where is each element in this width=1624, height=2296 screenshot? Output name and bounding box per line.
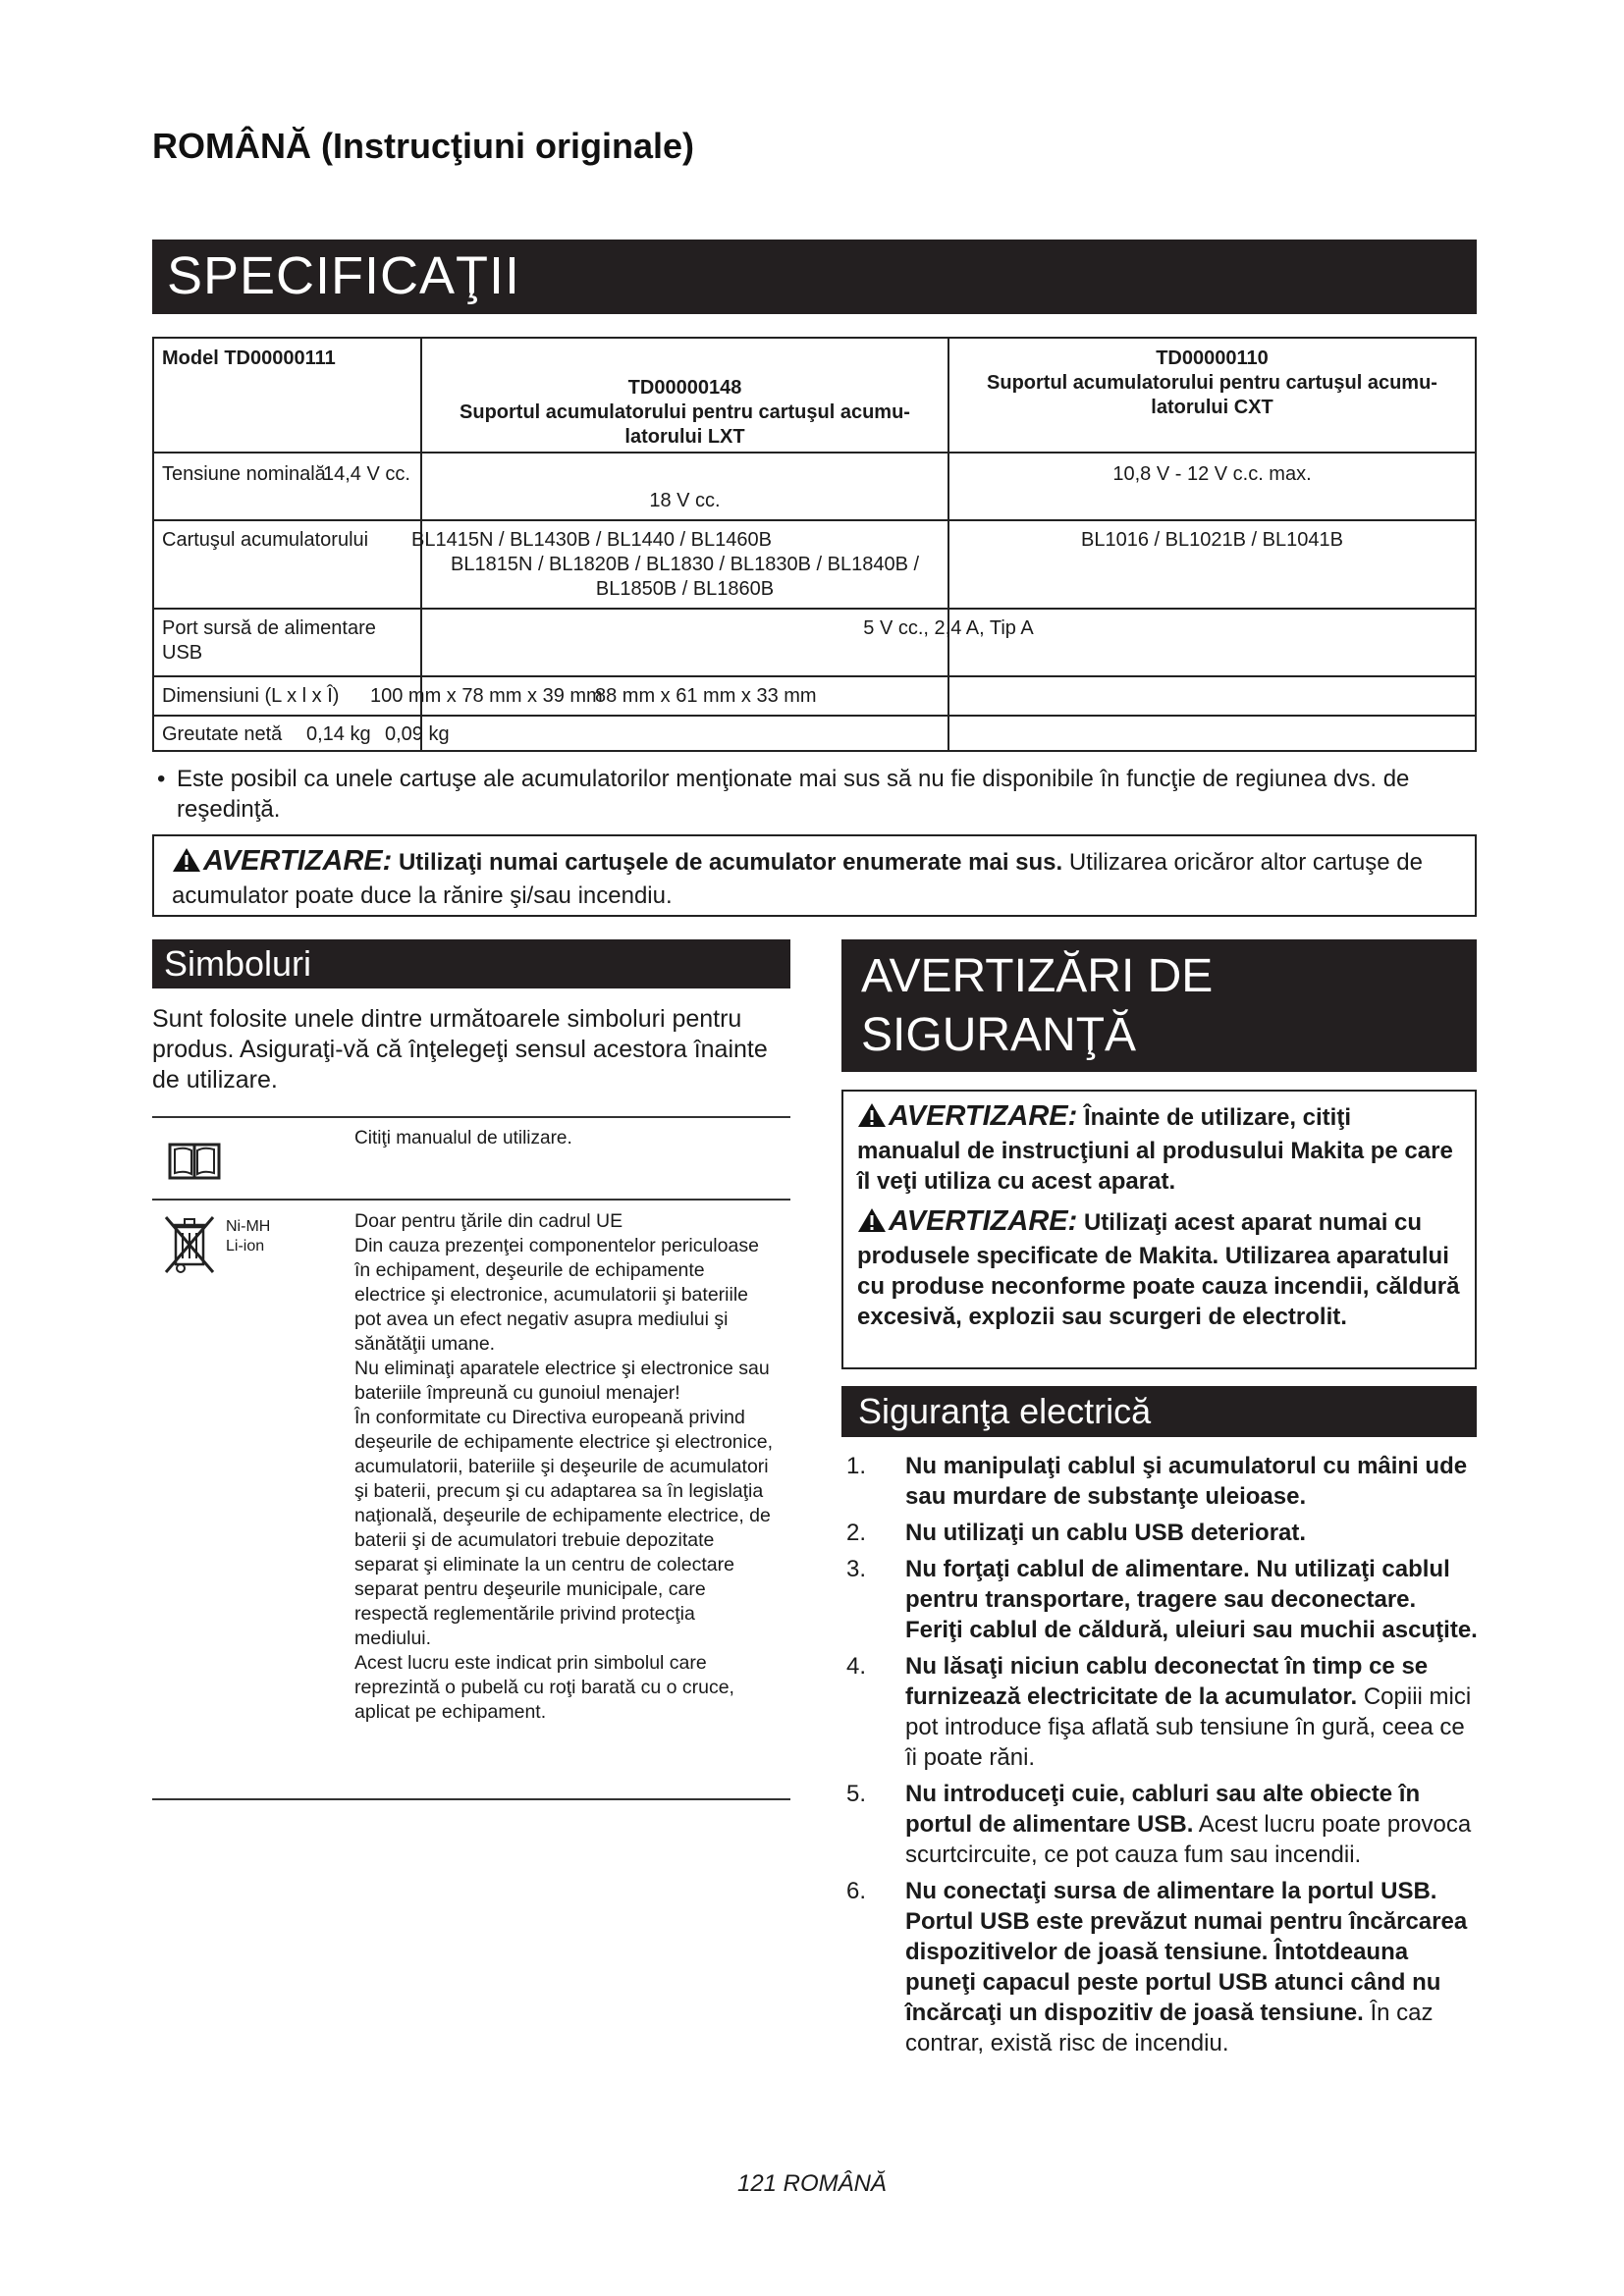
list-item-text: Acest lucru poate provoca scurtcircuite, ce pot cauza fum sau incendii. [905,1811,1472,1868]
bullet-icon: • [157,766,166,792]
row-usb-label: Port sursă de alimentare USB [162,617,376,664]
row-weight-111: 0,14 kg [306,723,371,745]
crossed-bin-icon [162,1213,217,1281]
bin-symbol-text: Doar pentru ţările din cadrul UE Din cauza prezenţei componentelor periculoase în echipament, deşeurile de echipamente electrice şi electronice, acumulatorii şi bateriile pot avea un efect negativ asupra mediului şi sănătăţii umane. Nu eliminaţi aparatele electrice şi electronice sau bateriile împreună cu gunoiul menajer! În conformitate cu Directiva europeană privind deşeurile de echipamente electrice şi electronice, acumulatorii, bateriile şi deşeurile de acumulatori şi baterii, precum şi cu adaptarea sa în legislaţia naţională, deşeurile de echipamente electrice, de baterii şi de acumulatori trebuie depozitate separat şi eliminate la un centru de colectare separat pentru deşeurile municipale, care respectă reglementările privind protecţia mediului. Acest lucru este indicat prin simbolul care reprezintă o pubelă cu roţi barată cu o cruce, aplicat pe echipament. [354,1210,773,1723]
page-language-title: ROMÂNĂ (Instrucţiuni originale) [152,126,694,166]
list-item [841,1779,1480,1870]
row-dim-111: 100 mm x 78 mm x 39 mm [370,685,603,707]
list-item-bold: Nu forţaţi cablul de alimentare. Nu utilizaţi cablul pentru transportare, tragere sau deconectare. Feriţi cablul de căldură, uleiuri sau muchii ascuţite. [905,1556,1478,1643]
row-voltage-148: 18 V cc. [649,490,721,511]
list-item-bold: Nu lăsaţi niciun cablu deconectat în timp ce se furnizează electricitate de la acumulator. [905,1653,1429,1710]
table-divider [154,715,1475,717]
list-item-text: În caz contrar, există risc de incendiu. [905,2000,1434,2056]
safety-warning-2-text: Utilizaţi acest aparat numai cu produsele specificate de Makita. Utilizarea aparatului cu produse neconforme poate cauza incendii, căldură excesivă, explozii sau scurgeri de electrolit. [857,1209,1460,1330]
row-cartridge-label: Cartuşul acumulatorului [162,529,369,551]
safety-heading: AVERTIZĂRI DE SIGURANŢĂ [861,950,1214,1061]
safety-warning-box [841,1090,1477,1369]
warning-label: AVERTIZARE: [203,845,393,877]
list-item-bold: Nu conectaţi sursa de alimentare la portul USB. Portul USB este prevăzut numai pentru încărcarea dispozitivelor de joasă tensiune. Întotdeauna puneţi capacul peste portul USB atunci când nu încărcaţi un dispozitiv de joasă tensiune. [905,1878,1468,2026]
list-item-bold: Nu manipulaţi cablul şi acumulatorul cu mâini ude sau murdare de substanţe uleioase. [905,1453,1468,1510]
list-item-number: 1. [846,1453,867,1479]
list-item [841,1451,1480,1512]
safety-warning-2 [857,1206,1461,1332]
symbols-heading-bar [152,939,790,988]
specs-table [152,337,1477,752]
specs-heading: SPECIFICAŢII [167,246,521,305]
manual-symbol-text: Citiţi manualul de utilizare. [354,1128,572,1148]
row-weight-label: Greutate netă [162,723,283,745]
col-lxt-desc: Suportul acumulatorului pentru cartuşul acumu-latorului LXT [460,401,910,448]
symbols-intro: Sunt folosite unele dintre următoarele simboluri pentru produs. Asiguraţi-vă că înţelegeţi sensul acestora înainte de utilizare. [152,1005,768,1094]
row-voltage-label: Tensiune nominală [162,463,326,485]
table-divider [154,675,1475,677]
table-divider [154,519,1475,521]
safety-warning-1-text: Înainte de utilizare, citiţi manualul de instrucţiuni al produsului Makita pe care îl veţi utiliza cu acest aparat. [857,1104,1453,1195]
list-item [841,1876,1480,2058]
row-cartridge-111: BL1415N / BL1430B / BL1440 / BL1460B [411,529,772,551]
list-item-number: 2. [846,1520,867,1546]
warning-bold-text: Utilizaţi numai cartuşele de acumulator enumerate mai sus. [398,849,1063,876]
warning-label: AVERTIZARE: [889,1205,1078,1237]
bin-label-liion: Li-ion [226,1238,265,1255]
warning-triangle-icon [172,847,201,881]
specs-heading-bar [152,240,1477,314]
warning-triangle-icon [857,1102,887,1136]
list-item [841,1651,1480,1773]
symbols-table-rule [152,1116,790,1118]
safety-heading-bar [841,939,1477,1072]
electric-safety-list [841,1451,1480,2064]
table-divider [154,452,1475,454]
battery-warning-box [152,834,1477,917]
row-voltage-110: 10,8 V - 12 V c.c. max. [1112,463,1312,485]
list-item-number: 3. [846,1556,867,1582]
col-cxt-model: TD00000110 [1156,347,1269,369]
row-usb-value: 5 V cc., 2,4 A, Tip A [863,617,1034,639]
list-item-bold: Nu utilizaţi un cablu USB deteriorat. [905,1520,1307,1546]
col-cxt-desc: Suportul acumulatorului pentru cartuşul acumu-latorului CXT [987,372,1437,418]
electric-safety-heading-bar [841,1386,1477,1437]
availability-note [157,764,1473,825]
book-icon [167,1142,222,1186]
row-cartridge-148: BL1815N / BL1820B / BL1830 / BL1830B / BL1840B / BL1850B / BL1860B [450,554,920,600]
symbols-heading: Simboluri [164,943,312,984]
warning-label: AVERTIZARE: [889,1100,1078,1132]
list-item-number: 6. [846,1878,867,1904]
symbols-table-rule [152,1798,790,1800]
electric-safety-heading: Siguranţa electrică [858,1391,1152,1431]
safety-warning-1 [857,1101,1461,1197]
table-divider [154,608,1475,610]
list-item [841,1518,1480,1548]
list-item-bold: Nu introduceţi cuie, cabluri sau alte obiecte în portul de alimentare USB. [905,1781,1421,1838]
col-lxt-model: TD00000148 [627,377,742,399]
list-item-text: Copiii mici pot introduce fişa aflată sub tensiune în gură, ceea ce îi poate răni. [905,1683,1472,1771]
row-dim-148: 88 mm x 61 mm x 33 mm [595,685,817,707]
warning-rest-text: Utilizarea oricăror altor cartuşe de acumulator poate duce la rănire şi/sau incendiu. [172,849,1423,909]
row-voltage-111: 14,4 V cc. [323,463,410,485]
row-weight-148: 0,09 kg [385,723,450,745]
row-dim-label: Dimensiuni (L x l x Î) [162,685,340,707]
bin-label-nimh: Ni-MH [226,1218,271,1235]
symbols-table-rule [152,1199,790,1201]
page-footer: 121 ROMÂNĂ [736,2170,888,2197]
model-label: Model TD00000111 [162,347,336,369]
list-item-number: 5. [846,1781,867,1807]
list-item [841,1554,1480,1645]
warning-triangle-icon [857,1207,887,1241]
row-cartridge-110: BL1016 / BL1021B / BL1041B [1081,529,1343,551]
availability-note-text: Este posibil ca unele cartuşe ale acumulatorilor menţionate mai sus să nu fie disponibile în funcţie de regiunea dvs. de reşedinţă. [177,766,1410,823]
list-item-number: 4. [846,1653,867,1680]
